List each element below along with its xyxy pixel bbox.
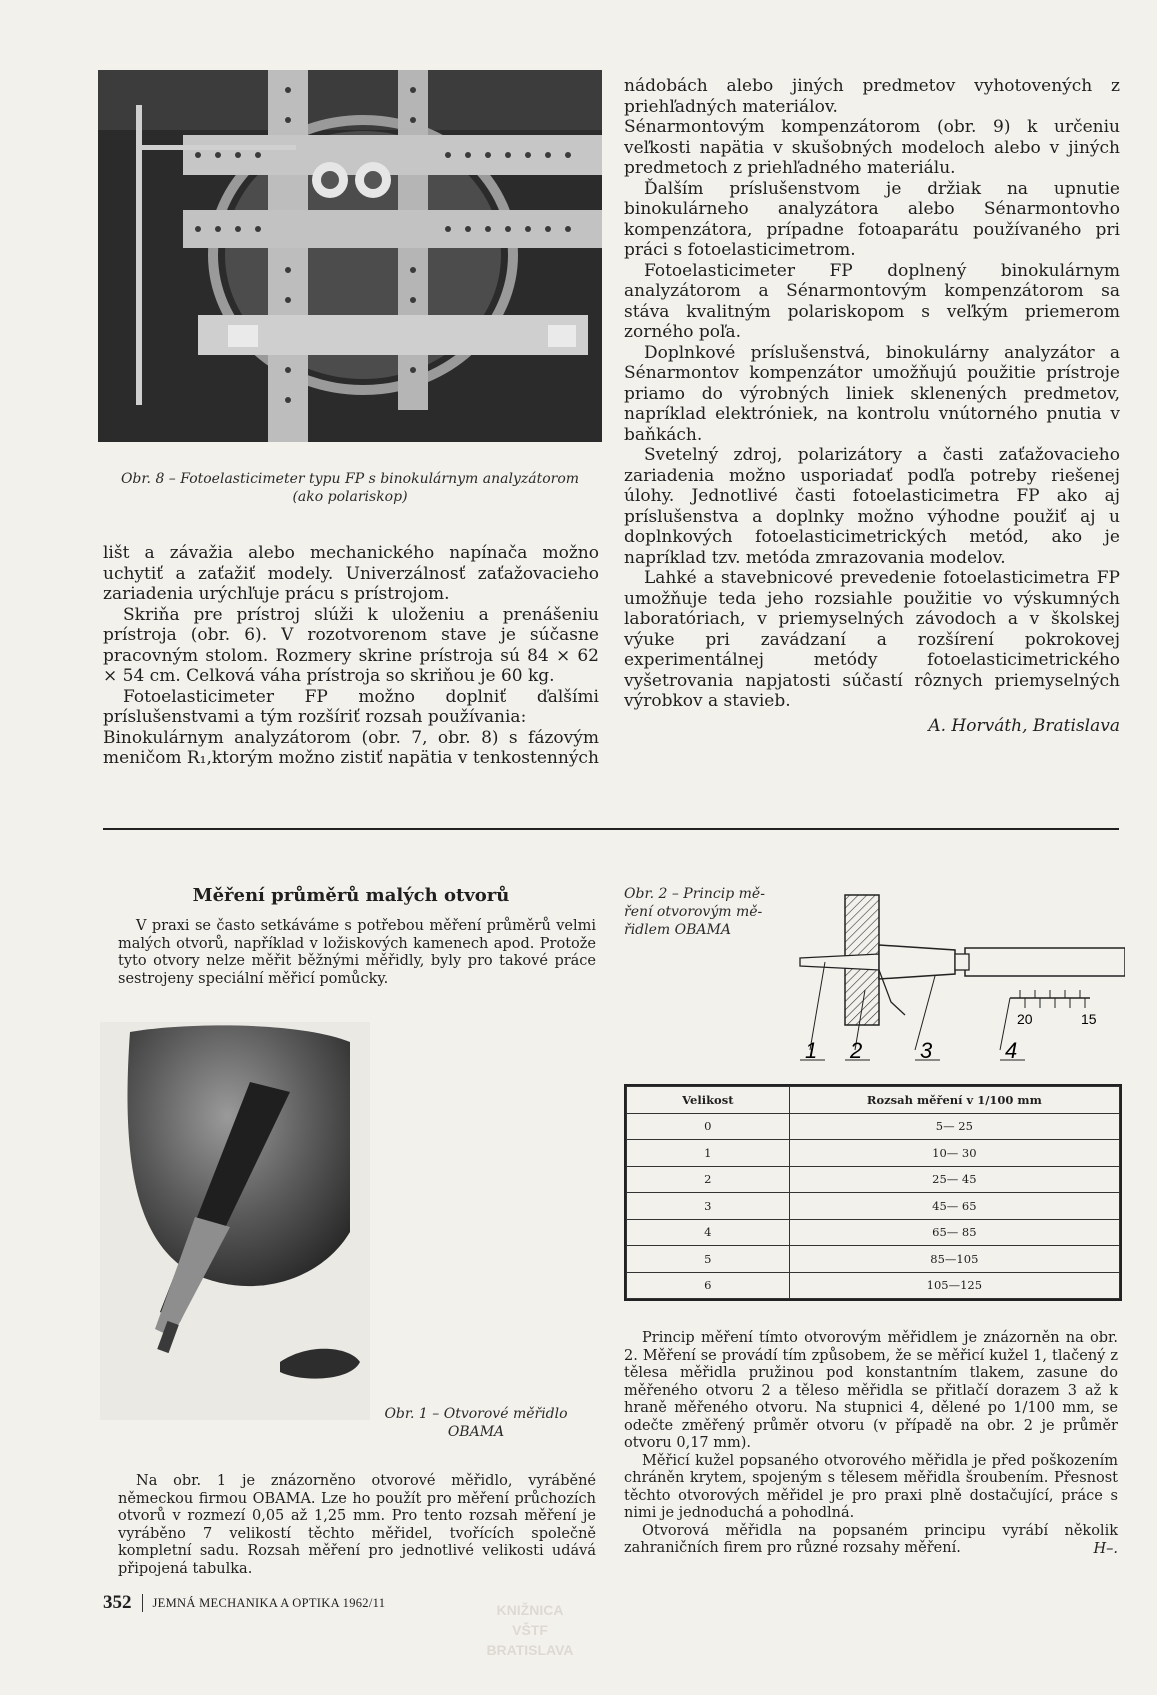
figure-1-caption [356,1405,596,1441]
figure-1-caption-line1: Obr. 1 – Otvorové měřidlo [384,1406,568,1422]
size-range-table [626,1086,1120,1299]
figure-8-caption [98,470,602,506]
left-paragraph: Na obr. 1 je znázorněno otvorové měřidlo, vyráběné německou firmou OBAMA. Lze ho použít pro měření průchozích otvorů v rozmezí 0,05 až 1,25 mm. Pro tento rozsah měření je vyráběno 7 velikostí těchto měřidel, tvořících společně kompletní sadu. Rozsah měření pro jednotlivé velikosti udává připojená tabulka. [118,1473,596,1577]
paragraph: Fotoelasticimeter FP doplnený binokulárnym analyzátorom a Sénarmontovým kompenzátorom sa stáva kvalitným polariskopom s veľkým priemerom zorného poľa. [624,260,1120,342]
table-row [627,1113,1120,1140]
article-left-text [118,1473,596,1578]
right-paragraph: Měřicí kužel popsaného otvorového měřidla je před poškozením chráněn krytem, spojeným s tělesem měřidla šroubením. Přesnost těchto otvorových měřidel je pro praxi plně dostačující, práce s nimi je jednoduchá a pohodlná. [624,1452,1118,1521]
section-divider [103,828,1119,830]
fotoelasticimeter-image [98,70,602,442]
table-cell: 25— 45 [789,1166,1119,1193]
article-author: H–. [1093,1540,1118,1557]
page-number: 352 [103,1592,132,1613]
library-stamp [430,1600,630,1660]
article-intro [118,918,596,988]
label-2: 2 [850,1038,863,1063]
measuring-principle-drawing [795,890,1125,1065]
stamp-line: BRATISLAVA [486,1642,574,1658]
paragraph: Doplnkové príslušenstvá, binokulárny analyzátor a Sénarmontov kompenzátor umožňujú použitie prístroje priamo do výrobných liniek sklenených predmetov, napríklad elektróniek, na kontrolu vnútorného pnutia v baňkách. [624,342,1120,445]
table-cell: 45— 65 [789,1193,1119,1220]
table-cell: 4 [627,1219,790,1246]
table-header: Rozsah měření v 1/100 mm [789,1087,1119,1114]
figure-1-caption-line2: OBAMA [447,1424,505,1440]
paragraph: Binokulárnym analyzátorom (obr. 7, obr. 8) s fázovým meničom R₁,ktorým možno zistiť napätia v tenkostenných [103,727,599,768]
table-header: Velikost [627,1087,790,1114]
table-cell: 5 [627,1246,790,1273]
figure-8-caption-line1: Obr. 8 – Fotoelasticimeter typu FP s binokulárnym analyzátorom [120,471,580,487]
label-1: 1 [805,1038,818,1063]
article-title: Měření průměrů malých otvorů [192,885,510,906]
table-cell: 0 [627,1113,790,1140]
table-row [627,1140,1120,1167]
scale-label-15: 15 [1081,1011,1097,1027]
table-cell: 85—105 [789,1246,1119,1273]
table-cell: 105—125 [789,1272,1119,1299]
table-cell: 3 [627,1193,790,1220]
right-paragraph: Otvorová měřidla na popsaném principu vyrábí několik zahraničních firem pro různé rozsahy měření. [624,1522,1118,1556]
paragraph: nádobách alebo jiných predmetov vyhotovených z priehľadných materiálov. [624,76,1120,117]
table-row [627,1272,1120,1299]
stamp-line: KNIŽNICA [496,1602,564,1618]
right-column-top-text [624,76,1120,736]
left-column-top-text [103,543,599,769]
stamp-line: VŠTF [512,1622,548,1638]
paragraph: Ďalším príslušenstvom je držiak na upnutie binokulárneho analyzátora alebo Sénarmontovho kompenzátora, prípadne fotoaparátu používaného pri práci s fotoelasticimetrom. [624,178,1120,260]
figure-8-photo [98,70,602,442]
size-range-table-wrapper [624,1084,1122,1301]
table-cell: 6 [627,1272,790,1299]
scale-label-20: 20 [1017,1011,1033,1027]
table-row [627,1246,1120,1273]
figure-2-caption-line2: ření otvorovým mě- [624,904,763,920]
label-4: 4 [1005,1038,1018,1063]
hole-gauge-image [100,1022,370,1420]
author-signature: A. Horváth, Bratislava [928,715,1120,736]
journal-name: JEMNÁ MECHANIKA A OPTIKA 1962/11 [152,1595,386,1610]
article-right-text [624,1330,1118,1558]
intro-paragraph: V praxi se často setkáváme s potřebou měření průměrů velmi malých otvorů, například v ložiskových kamenech apod. Protože tyto otvory nelze měřit běžnými měřidly, byly pro takové práce sestrojeny speciální měřicí pomůcky. [118,918,596,987]
figure-2-caption [624,885,784,939]
footer-divider [142,1594,143,1612]
paragraph: Sénarmontovým kompenzátorom (obr. 9) k určeniu veľkosti napätia v skušobných modeloch alebo v jiných predmetoch z priehľadného materiálu. [624,117,1120,178]
table-cell: 1 [627,1140,790,1167]
table-cell: 10— 30 [789,1140,1119,1167]
table-cell: 2 [627,1166,790,1193]
table-cell: 5— 25 [789,1113,1119,1140]
figure-2-diagram [795,890,1125,1065]
table-row [627,1219,1120,1246]
figure-1-photo [100,1022,370,1420]
paragraph: Skriňa pre prístroj slúži k uloženiu a prenášeniu prístroja (obr. 6). V rozotvorenom stave je súčasne pracovným stolom. Rozmery skrine prístroja sú 84 × 62 × 54 cm. Celková váha prístroja so skriňou je 60 kg. [103,604,599,686]
paragraph: Lahké a stavebnicové prevedenie fotoelasticimetra FP umožňuje teda jeho rozsiahle použitie vo výskumných laboratóriach, v priemyselných závodoch a v školskej výuke pri zavádzaní a rozšírení pokrokovej experimentálnej metódy fotoelasticimetrického vyšetrovania napjatosti súčastí rôznych priemyselných výrobkov a stavieb. [624,568,1120,711]
paragraph: Svetelný zdroj, polarizátory a časti zaťažovacieho zariadenia možno usporiadať podľa potreby riešenej úlohy. Jednotlivé časti fotoelasticimetra FP ako aj príslušenstva a doplnky možno výhodne použiť aj u doplnkových fotoelasticimetrických metód, ako je napríklad tzv. metóda zmrazovania modelov. [624,445,1120,568]
paragraph: Fotoelasticimeter FP možno doplniť ďalšími príslušenstvami a tým rozšíriť rozsah používania: [103,686,599,727]
table-cell: 65— 85 [789,1219,1119,1246]
right-paragraph: Princip měření tímto otvorovým měřidlem je znázorněn na obr. 2. Měření se provádí tím způsobem, že se měřicí kužel 1, tlačený z tělesa měřidla pružinou pod konstantním tlakem, zasune do měřeného otvoru 2 a těleso měřidla se přitlačí dorazem 3 až k hraně měřeného otvoru. Na stupnici 4, dělené po 1/100 mm, se odečte změřený průměr otvoru (v případě na obr. 2 je průměr otvoru 0,17 mm). [624,1330,1118,1451]
paragraph: lišt a závažia alebo mechanického napínača možno uchytiť a zaťažiť modely. Univerzálnosť zaťažovacieho zariadenia urýchľuje prácu s prístrojom. [103,543,599,604]
table-header-row [627,1087,1120,1114]
figure-2-caption-line1: Obr. 2 – Princip mě- [624,886,765,902]
table-row [627,1166,1120,1193]
label-3: 3 [920,1038,933,1063]
figure-8-caption-line2: (ako polariskop) [292,489,408,505]
table-row [627,1193,1120,1220]
figure-2-caption-line3: řidlem OBAMA [624,922,731,938]
